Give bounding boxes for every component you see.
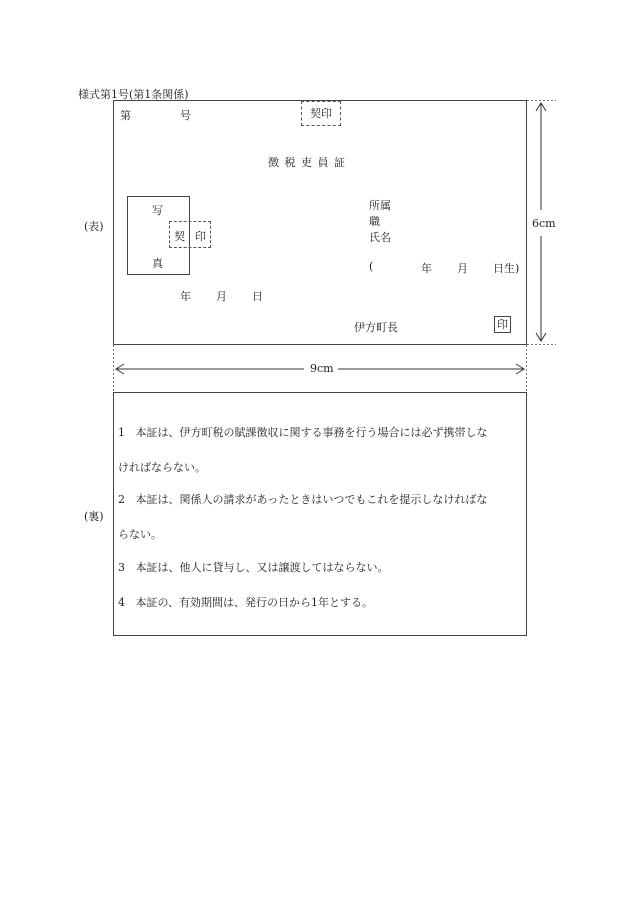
issuer-seal: 印 xyxy=(494,316,511,333)
height-label: 6cm xyxy=(532,217,556,230)
birth-day: 日生) xyxy=(493,262,520,275)
photo-contract-kei: 契 xyxy=(174,230,185,243)
photo-label-shin: 真 xyxy=(152,257,163,270)
back-item-text: 本証は、伊方町税の賦課徴収に関する事務を行う場合には必ず携帯しな xyxy=(135,426,488,439)
back-item-number: 3 xyxy=(118,561,125,574)
birth-year: 年 xyxy=(421,262,432,275)
back-item-text: 本証は、他人に貸与し、又は譲渡してはならない。 xyxy=(135,561,389,574)
width-label: 9cm xyxy=(310,362,334,375)
photo-label-sha: 写 xyxy=(152,204,163,217)
issue-day: 日 xyxy=(252,290,263,303)
field-affiliation: 所属 xyxy=(369,199,391,212)
contract-seal-top: 契印 xyxy=(301,101,341,126)
field-position: 職 xyxy=(369,215,380,228)
birth-open: ( xyxy=(369,260,374,273)
front-side-label: (表) xyxy=(84,220,104,233)
birth-month: 月 xyxy=(457,262,468,275)
number-prefix: 第 xyxy=(120,109,131,122)
back-item-text: 本証の、有効期間は、発行の日から1年とする。 xyxy=(135,596,374,609)
number-suffix: 号 xyxy=(180,109,191,122)
back-item-number: 4 xyxy=(118,596,125,609)
card-title: 徴 税 吏 員 証 xyxy=(268,156,346,169)
photo-contract-in: 印 xyxy=(195,230,206,243)
back-item-number: 1 xyxy=(118,426,125,439)
issue-month: 月 xyxy=(216,290,227,303)
back-item-text-cont: らない。 xyxy=(118,528,162,541)
back-item-text: 本証は、関係人の請求があったときはいつでもこれを提示しなければな xyxy=(135,493,488,506)
form-label: 様式第1号(第1条関係) xyxy=(78,88,189,101)
back-item-number: 2 xyxy=(118,493,125,506)
field-name: 氏名 xyxy=(369,231,391,244)
issue-year: 年 xyxy=(180,290,191,303)
issuer: 伊方町長 xyxy=(354,321,398,334)
back-item-text-cont: ければならない。 xyxy=(118,461,206,474)
back-side-label: (裏) xyxy=(84,510,104,523)
